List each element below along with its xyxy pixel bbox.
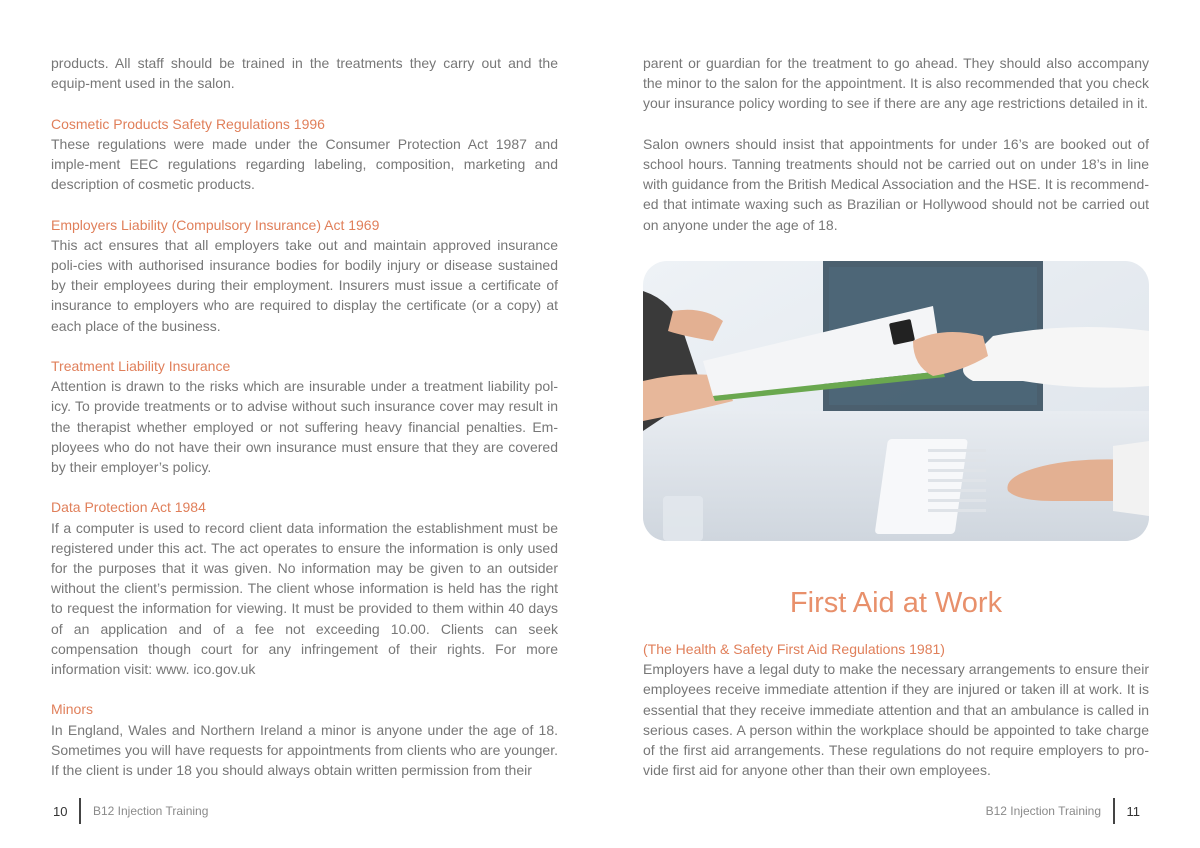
section-heading: Cosmetic Products Safety Regulations 1996 (51, 115, 325, 132)
paragraph-spacer (643, 114, 1149, 134)
left-text-column (51, 53, 558, 780)
body-paragraph: If a computer is used to record client data information the establishment must be registered under this act. The act operates to ensure the information is only used for the purposes that it was given. No information may be given to an outsider without the client’s permission. The client whose information is held has the right to request the information for viewing. It must be provided to them within 40 days of an application and of a fee not exceeding 10.00. Clients can seek compensation though court for any infringement of their rights. For more information visit: www. ico.gov.uk (51, 519, 558, 678)
right-page-number: 11 (1126, 803, 1140, 819)
right-footer (986, 798, 1140, 824)
body-paragraph: Salon owners should insist that appointments for under 16’s are booked out of school hours. Tanning treatments should not be carried out on under 18’s in line with guidance from the British Medical Association and the HSE. It is recommend-ed that intimate waxing such as Brazilian or Hollywood should not be carried out on anyone under the age of 18. (643, 135, 1149, 233)
body-paragraph: In England, Wales and Northern Ireland a minor is anyone under the age of 18. Sometimes you will have requests for appointments from clients who are younger. If the client is under 18 you should always obtain written permission from their (51, 721, 558, 779)
right-text-column (643, 53, 1149, 235)
paragraph-spacer (51, 477, 558, 497)
left-page-number: 10 (53, 803, 68, 819)
first-aid-title: First Aid at Work (789, 587, 1003, 619)
paragraph-spacer (51, 194, 558, 214)
first-aid-section (643, 639, 1149, 780)
left-footer-title: B12 Injection Training (92, 804, 209, 818)
body-paragraph: Employers have a legal duty to make the necessary arrangements to ensure their employees receive immediate attention if they are injured or taken ill at work. It is essential that they receive immediate attention and that an ambulance is called in serious cases. A person within the workplace should be appointed to take charge of the first aid arrangements. These regulations do not require employers to pro-vide first aid for anyone other than their own employees. (643, 661, 1149, 779)
left-page (51, 0, 558, 848)
section-heading: (The Health & Safety First Aid Regulations 1981) (643, 641, 945, 657)
paragraph-spacer (51, 93, 558, 113)
body-paragraph: This act ensures that all employers take out and maintain approved insurance poli-cies with authorised insurance bodies for bodily injury or disease sustained by their employees during their employment. Insurers must issue a certificate of insurance to employers who are required to display the certificate (or a copy) at each place of the business. (51, 236, 558, 334)
section-heading: Minors (51, 701, 94, 718)
body-paragraph: parent or guardian for the treatment to go ahead. They should also accompany the minor to the salon for the appointment. It is also recommended that you check your insurance policy wording to see if there are any age restrictions detailed in it. (643, 55, 1149, 112)
body-paragraph: Attention is drawn to the risks which are insurable under a treatment liability pol-icy. To provide treatments or to advise without such insurance cover may result in the therapist whether employed or not suffering heavy financial penalties. Em-ployees who do not have their own insurance must ensure that they are covered by their employer’s policy. (51, 378, 558, 476)
footer-divider (1113, 798, 1115, 824)
right-footer-title: B12 Injection Training (985, 804, 1101, 818)
clipboard-handover-photo (643, 261, 1149, 541)
body-paragraph: These regulations were made under the Consumer Protection Act 1987 and imple-ment EEC regulations regarding labeling, composition, marketing and description of cosmetic products. (51, 135, 558, 193)
footer-divider (79, 798, 81, 824)
section-heading: Treatment Liability Insurance (51, 358, 231, 374)
paragraph-spacer (51, 679, 558, 699)
right-page (643, 0, 1149, 848)
body-paragraph: products. All staff should be trained in the treatments they carry out and the equip-ment used in the salon. (51, 55, 558, 92)
paragraph-spacer (51, 336, 558, 356)
section-heading: Employers Liability (Compulsory Insurance) Act 1969 (51, 216, 380, 233)
section-heading: Data Protection Act 1984 (51, 499, 206, 516)
left-footer (53, 798, 208, 824)
